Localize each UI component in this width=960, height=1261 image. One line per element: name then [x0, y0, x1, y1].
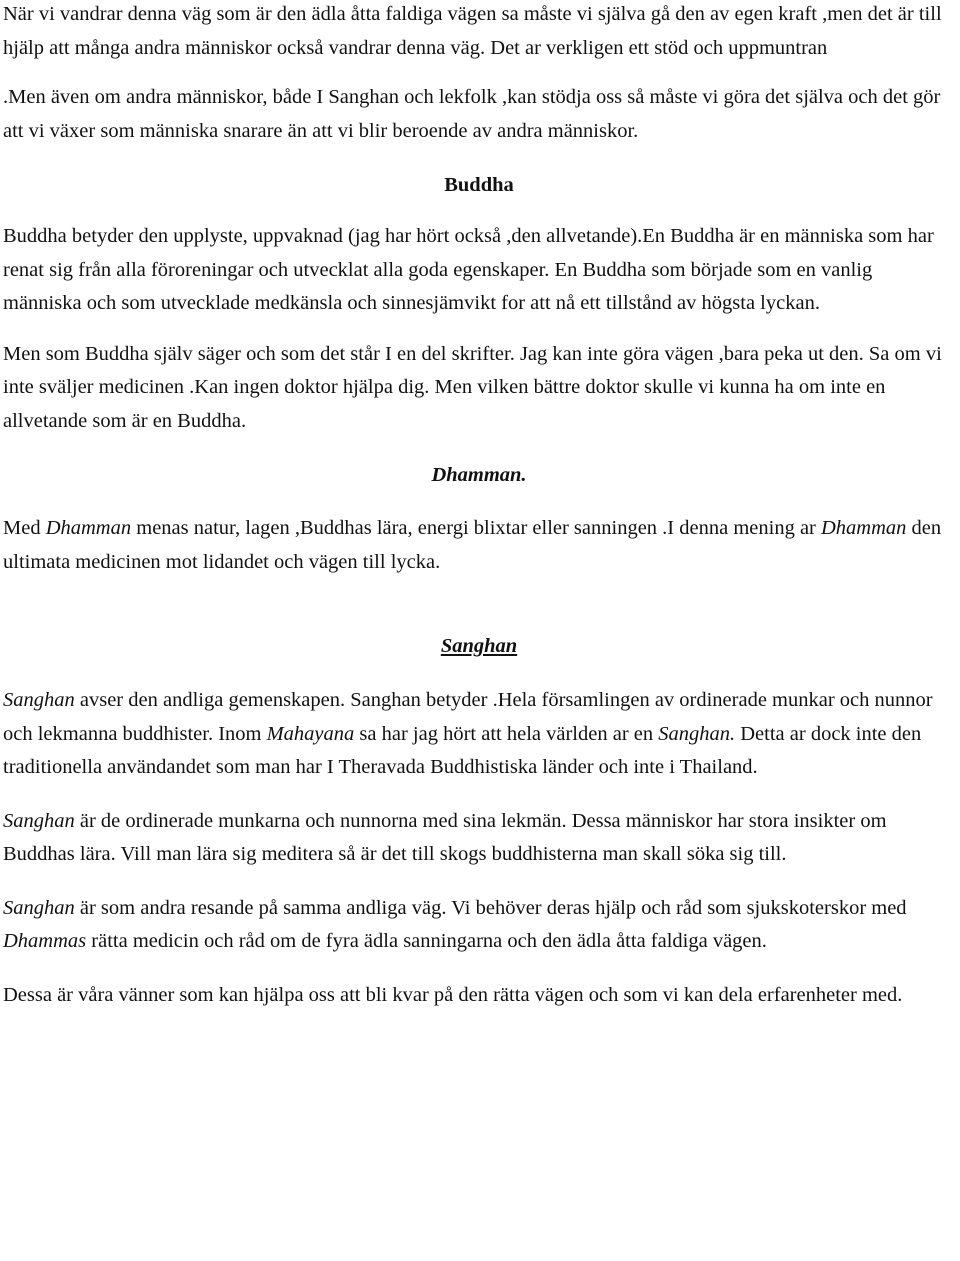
sangha-heading: Sanghan — [440, 635, 518, 658]
buddha-heading: Buddha — [444, 174, 514, 197]
dhamma-paragraph-1 — [3, 512, 955, 579]
sangha-p2-text: är de ordinerade munkarna och nunnorna med sina lekmän. Dessa människor har stora insikter om Buddhas lära. Vill man lära sig meditera så är det till skogs buddhisterna man skall söka sig till. — [3, 809, 887, 866]
sangha-paragraph-3 — [3, 892, 955, 959]
dhamma-p1-text-a: Med — [3, 517, 46, 540]
buddha-paragraph-2: Men som Buddha själv säger och som det står I en del skrifter. Jag kan inte göra vägen ,bara peka ut den. Sa om vi inte sväljer medicinen .Kan ingen doktor hjälpa dig. Men vilken bättre doktor skulle vi kunna ha om inte en allvetande som är en Buddha. — [3, 342, 942, 432]
buddha-paragraph-1: Buddha betyder den upplyste, uppvaknad (jag har hört också ,den allvetande).En Buddha är en människa som har renat sig från alla föroreningar och utvecklat alla goda egenskaper. En Buddha som började som en vanlig människa och som utvecklade medkänsla och sinnesjämvikt for att nå ett tillstånd av högsta lyckan. — [3, 224, 934, 315]
sangha-p1-text-c: Detta ar dock inte den traditionella användandet som man har I Theravada Buddhistiska länder och inte i Thailand. — [3, 722, 922, 779]
intro-paragraph-2: .Men även om andra människor, både I Sanghan och lekfolk ,kan stödja oss så måste vi göra det själva och det gör att vi växer som människa snarare än att vi blir beroende av andra människor. — [3, 86, 941, 142]
sangha-p1-text-b: sa har jag hört att hela världen ar en — [354, 722, 659, 745]
dhamma-heading: Dhamman. — [431, 463, 527, 486]
dhamma-term: Dhamman — [45, 517, 132, 540]
dhamma-term: Dhamman — [821, 517, 907, 540]
sangha-p1-text-a: avser den andliga gemenskapen. Sanghan betyder .Hela församlingen av ordinerade munkar och nunnor och lekmanna buddhister. Inom — [3, 688, 933, 745]
sangha-term: Sanghan. — [658, 722, 736, 745]
sangha-term: Sanghan — [3, 688, 75, 711]
sangha-term: Sanghan — [3, 809, 75, 832]
sangha-paragraph-4: Dessa är våra vänner som kan hjälpa oss att bli kvar på den rätta vägen och som vi kan dela erfarenheter med. — [3, 984, 903, 1007]
sangha-term: Sanghan — [3, 896, 75, 919]
document-page — [3, 0, 955, 1013]
dhammas-term: Dhammas — [3, 930, 87, 953]
sangha-paragraph-1 — [3, 684, 955, 785]
sangha-paragraph-2 — [3, 805, 955, 872]
sangha-p3-text-b: rätta medicin och råd om de fyra ädla sanningarna och den ädla åtta faldiga vägen. — [86, 930, 767, 953]
dhamma-p1-text-b: menas natur, lagen ,Buddhas lära, energi blixtar eller sanningen .I denna mening ar — [131, 517, 821, 540]
dhamma-p1-text-c: den ultimata medicinen mot lidandet och vägen till lycka. — [3, 517, 942, 573]
mahayana-term: Mahayana — [266, 722, 355, 745]
sangha-p3-text-a: är som andra resande på samma andliga väg. Vi behöver deras hjälp och råd som sjukskoterskor med — [74, 896, 907, 919]
intro-paragraph-1: När vi vandrar denna väg som är den ädla åtta faldiga vägen sa måste vi själva gå den av egen kraft ,men det är till hjälp att många andra människor också vandrar denna väg. Det ar verkligen ett stöd och uppmuntran — [3, 3, 942, 59]
